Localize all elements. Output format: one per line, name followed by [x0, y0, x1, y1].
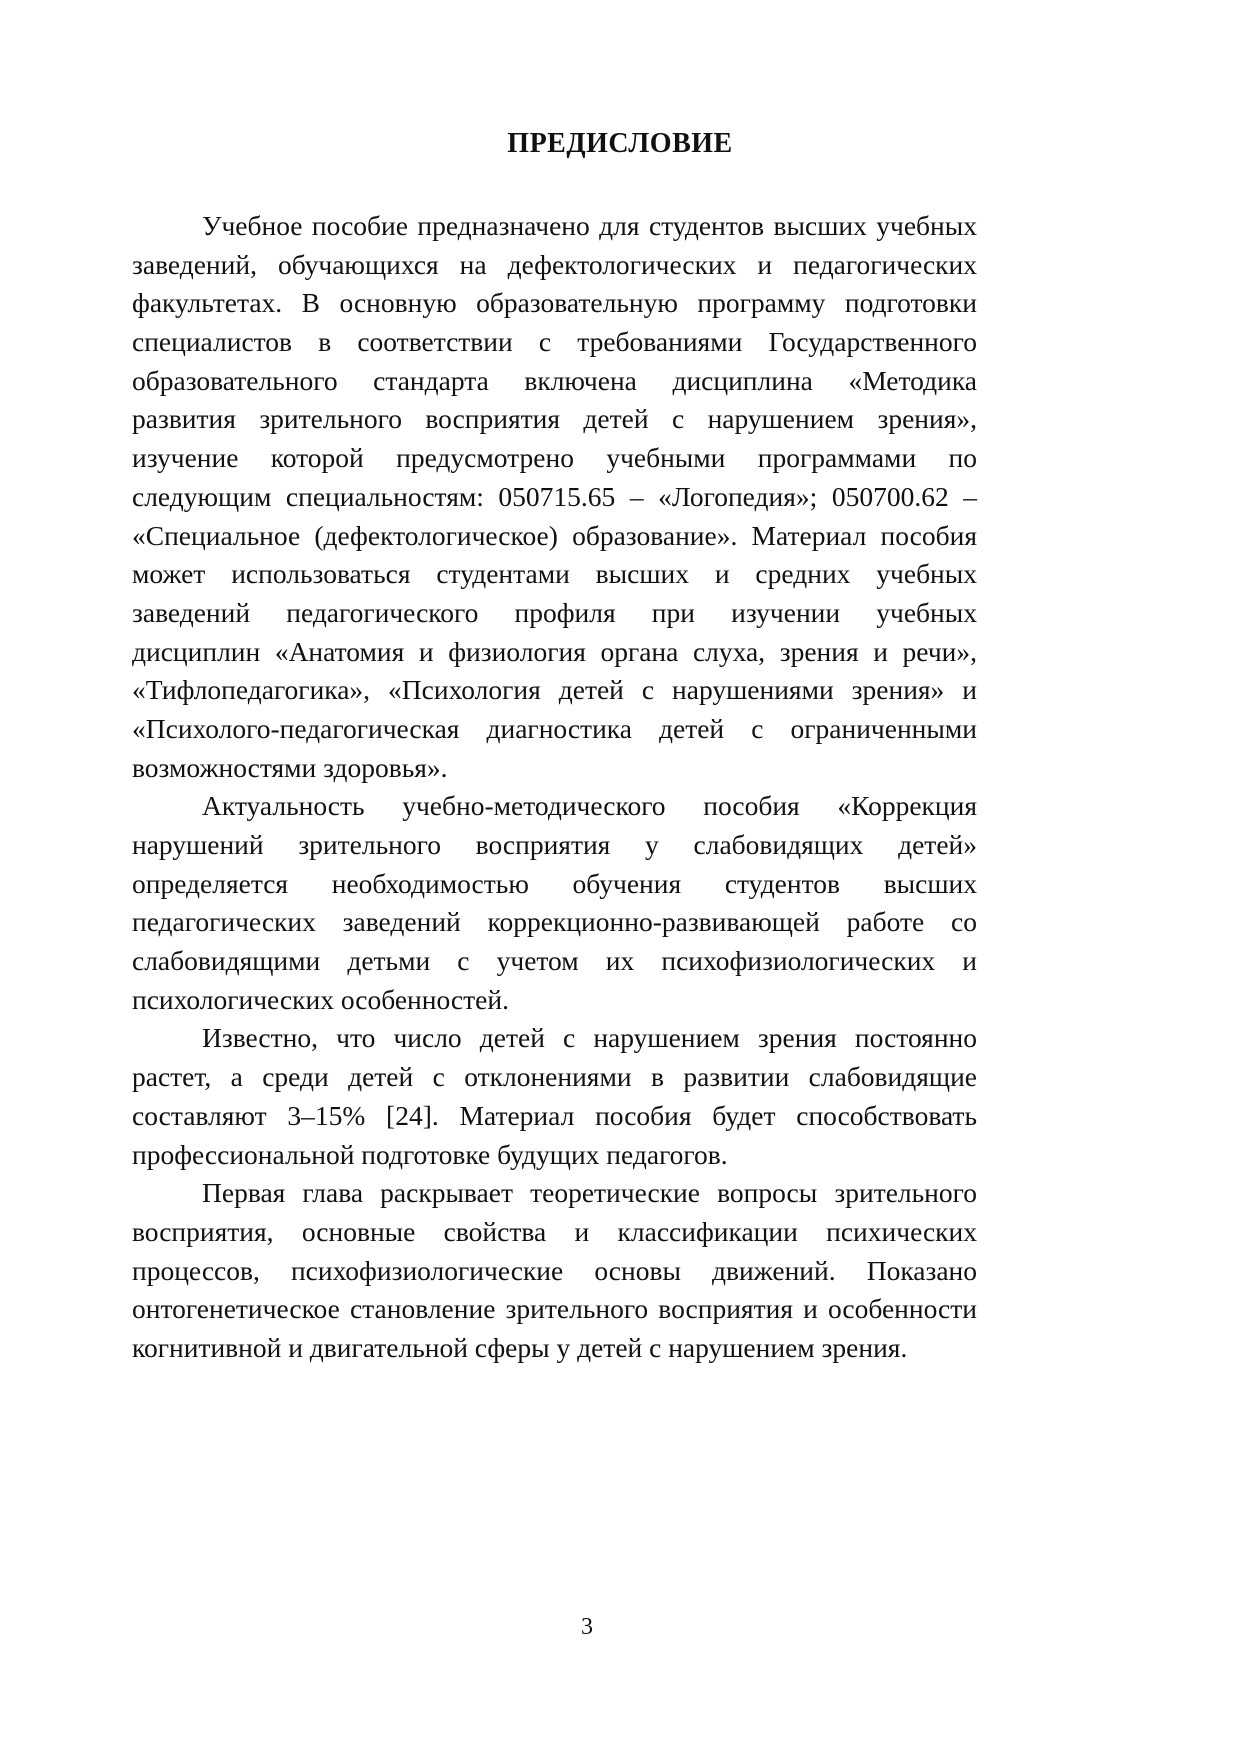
- text-line: факультетах. В основную образовательную программу подготовки: [132, 287, 977, 319]
- text-line: следующим специальностям: 050715.65 – «Логопедия»; 050700.62 –: [132, 480, 977, 512]
- text-line: специалистов в соответствии с требованиями Государственного: [132, 326, 977, 358]
- paragraph-chapter-one: [132, 1174, 977, 1367]
- text-line: возможностями здоровья».: [132, 751, 448, 783]
- text-line: психологических особенностей.: [132, 983, 509, 1015]
- text-line: онтогенетическое становление зрительного восприятия и особенности: [132, 1293, 977, 1325]
- text-line: растет, а среди детей с отклонениями в развитии слабовидящие: [132, 1061, 977, 1093]
- text-line: заведений педагогического профиля при изучении учебных: [132, 596, 977, 628]
- text-line: Актуальность учебно-методического пособия «Коррекция: [202, 790, 977, 822]
- page-number: 3: [581, 1614, 593, 1640]
- text-line: педагогических заведений коррекционно-развивающей работе со: [132, 906, 977, 938]
- text-line: «Специальное (дефектологическое) образование». Материал пособия: [132, 519, 977, 551]
- text-line: «Тифлопедагогика», «Психология детей с нарушениями зрения» и: [132, 674, 977, 706]
- text-line: составляют 3–15% [24]. Материал пособия будет способствовать: [132, 1099, 977, 1131]
- text-line: восприятия, основные свойства и классификации психических: [132, 1215, 977, 1247]
- paragraph-statistics: [132, 1019, 977, 1174]
- text-line: когнитивной и двигательной сферы у детей с нарушением зрения.: [132, 1331, 908, 1363]
- text-line: образовательного стандарта включена дисциплина «Методика: [132, 364, 977, 396]
- text-line: слабовидящими детьми с учетом их психофизиологических и: [132, 945, 977, 977]
- paragraph-relevance: [132, 787, 977, 1019]
- text-line: «Психолого-педагогическая диагностика детей с ограниченными: [132, 712, 977, 744]
- text-line: может использоваться студентами высших и средних учебных: [132, 558, 977, 590]
- page-title: ПРЕДИСЛОВИЕ: [507, 128, 733, 159]
- paragraph-intro: [132, 207, 977, 787]
- text-line: профессиональной подготовке будущих педагогов.: [132, 1138, 728, 1170]
- text-line: изучение которой предусмотрено учебными программами по: [132, 442, 977, 474]
- text-line: Известно, что число детей с нарушением зрения постоянно: [202, 1022, 977, 1054]
- text-line: дисциплин «Анатомия и физиология органа слуха, зрения и речи»,: [132, 635, 977, 667]
- text-line: развития зрительного восприятия детей с нарушением зрения»,: [132, 403, 977, 435]
- text-line: определяется необходимостью обучения студентов высших: [132, 867, 977, 899]
- text-line: Первая глава раскрывает теоретические вопросы зрительного: [202, 1177, 977, 1209]
- text-line: заведений, обучающихся на дефектологических и педагогических: [132, 248, 977, 280]
- text-line: нарушений зрительного восприятия у слабовидящих детей»: [132, 829, 977, 860]
- text-line: Учебное пособие предназначено для студентов высших учебных: [202, 210, 977, 241]
- body-text: [132, 207, 977, 1368]
- text-line: процессов, психофизиологические основы движений. Показано: [132, 1254, 977, 1286]
